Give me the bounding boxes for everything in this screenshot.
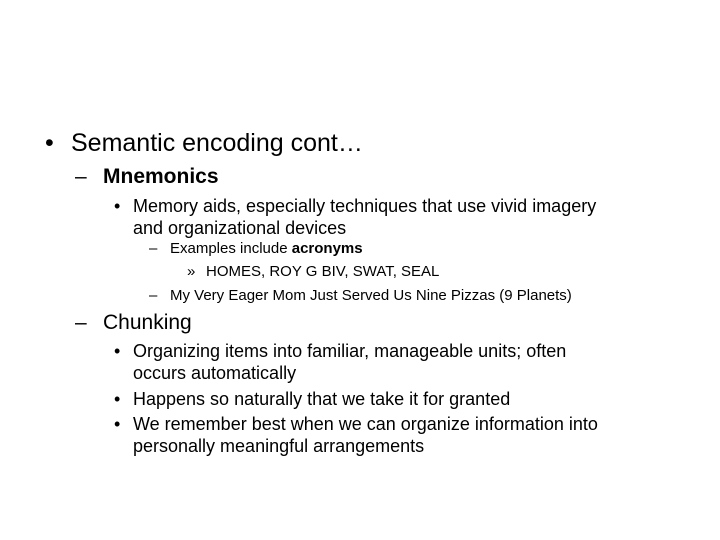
examples-prefix: Examples include <box>170 240 288 257</box>
chunking-item2: Happens so naturally that we take it for granted <box>133 389 511 409</box>
bullet-dot-icon: • <box>114 414 121 434</box>
mnemonics-desc-line1: Memory aids, especially techniques that use vivid imagery <box>133 196 597 216</box>
examples-acronyms-keyword: acronyms <box>291 240 363 257</box>
bullet-dot-icon: • <box>114 389 121 409</box>
bullet-dot-icon: • <box>45 129 54 157</box>
bullet-dash-icon: – <box>75 311 87 334</box>
chunking-item1-line1: Organizing items into familiar, manageable units; often <box>133 341 567 361</box>
chunking-title: Chunking <box>103 311 192 334</box>
mnemonics-desc-line2: and organizational devices <box>133 218 347 238</box>
chunking-item1-line2: occurs automatically <box>133 363 297 383</box>
heading-text: Semantic encoding cont… <box>71 129 363 157</box>
bullet-dot-icon: • <box>114 341 121 361</box>
examples-line <box>170 241 363 256</box>
chunking-item3-line2: personally meaningful arrangements <box>133 436 425 456</box>
bullet-dash-icon: – <box>149 240 158 257</box>
chunking-item3-line1: We remember best when we can organize information into <box>133 414 598 434</box>
bullet-dash-icon: – <box>75 165 87 188</box>
bullet-dash-icon: – <box>149 287 158 304</box>
planets-example: My Very Eager Mom Just Served Us Nine Pizzas (9 Planets) <box>170 287 572 304</box>
acronym-examples: HOMES, ROY G BIV, SWAT, SEAL <box>206 263 440 280</box>
bullet-dot-icon: • <box>114 196 121 216</box>
bullet-raquo-icon: » <box>187 263 196 280</box>
mnemonics-title: Mnemonics <box>103 165 219 188</box>
